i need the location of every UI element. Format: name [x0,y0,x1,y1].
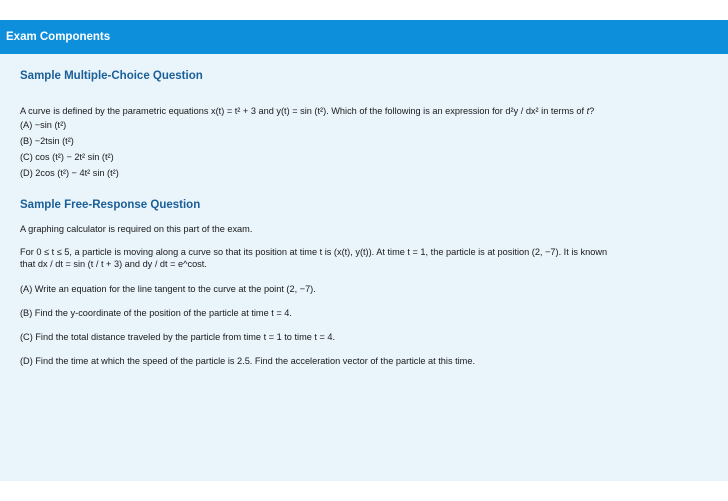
fr-part-c: (C) Find the total distance traveled by the particle from time t = 1 to time t = 4. [20,332,336,342]
mc-option-b: (B) −2tsin (t²) [20,136,74,146]
multiple-choice-title: Sample Multiple-Choice Question [20,70,203,82]
multiple-choice-stem [20,105,708,117]
fr-part-a: (A) Write an equation for the line tangent to the curve at the point (2, −7). [20,284,316,294]
stem-part: A curve is defined by the parametric equations [20,106,212,116]
free-response-title: Sample Free-Response Question [20,199,201,211]
mc-option-c: (C) cos (t²) − 2t² sin (t²) [20,152,114,162]
free-response-intro: A graphing calculator is required on this part of the exam. [20,224,253,234]
stem-part: ? [589,106,595,116]
fr-part-b: (B) Find the y-coordinate of the position of the particle at time t = 4. [20,308,292,318]
context-line-1: For 0 ≤ t ≤ 5, a particle is moving along a curve so that its position at time t is (x(t), y(t)). At time t = 1, the particle is at position (2, −7). It is known [20,247,608,257]
exam-components-panel [0,20,728,481]
context-line-2: that dx / dt = sin (t / t + 3) and dy / dt = e^cost. [20,259,207,269]
panel-content [0,70,728,367]
panel-header: Exam Components [0,20,728,54]
stem-equation: x(t) = t² + 3 and y(t) = sin (t²) [211,106,327,116]
free-response-context [20,246,708,270]
stem-part: in terms of [538,106,587,116]
mc-option-d: (D) 2cos (t²) − 4t² sin (t²) [20,168,119,178]
stem-variable: t [586,106,590,116]
stem-part: . Which of the following is an expression for [326,106,506,116]
fr-part-d: (D) Find the time at which the speed of the particle is 2.5. Find the acceleration vector of the particle at this time. [20,356,476,366]
mc-option-a: (A) −sin (t²) [20,120,67,130]
stem-derivative: d²y / dx² [505,106,539,116]
